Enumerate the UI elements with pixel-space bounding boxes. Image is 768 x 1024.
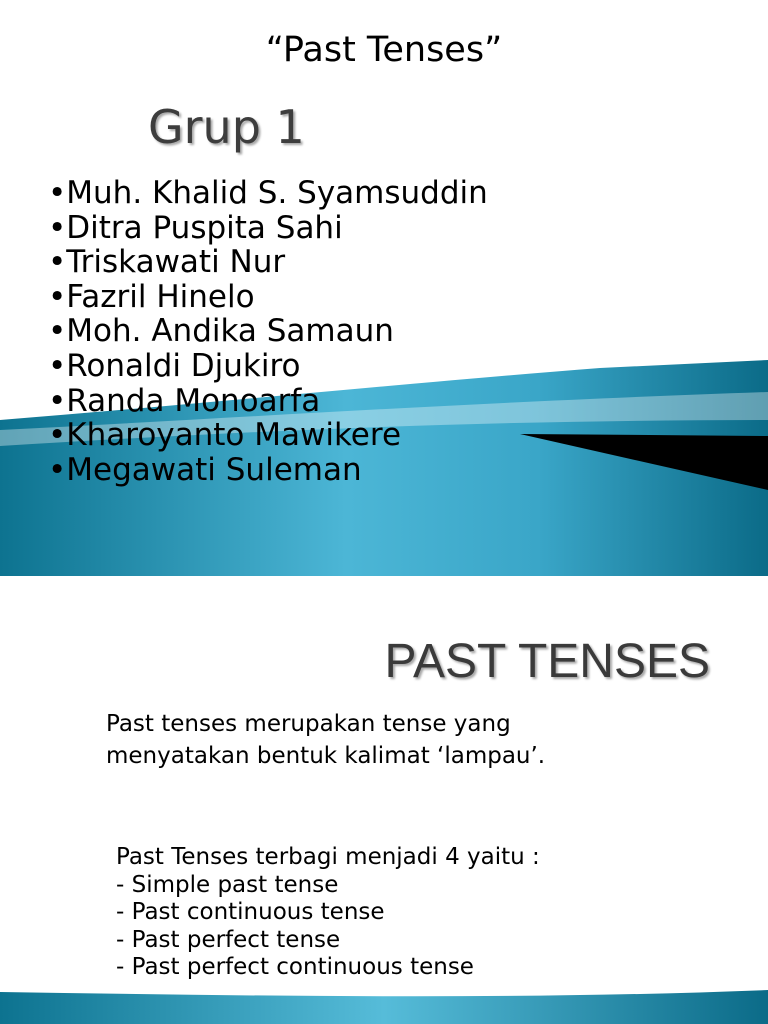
list-item: - Past perfect continuous tense xyxy=(116,954,474,980)
group-heading: Grup 1 xyxy=(148,100,305,154)
member-list xyxy=(48,176,488,487)
list-intro: Past Tenses terbagi menjadi 4 yaitu : xyxy=(116,844,540,870)
list-item: - Past perfect tense xyxy=(116,926,341,953)
list-item: •Fazril Hinelo xyxy=(48,278,255,315)
list-item: •Megawati Suleman xyxy=(48,451,362,488)
list-item: •Ronaldi Djukiro xyxy=(48,347,301,384)
list-item: •Moh. Andika Samaun xyxy=(48,313,394,350)
list-item: •Kharoyanto Mawikere xyxy=(48,417,402,454)
page-title: PAST TENSES xyxy=(384,635,710,688)
tense-list xyxy=(116,844,540,982)
slide-title: “Past Tenses” xyxy=(265,30,503,70)
description-text: Past tenses merupakan tense yang menyatakan bentuk kalimat ‘lampau’. xyxy=(106,711,546,769)
list-item: •Randa Monoarfa xyxy=(48,382,321,419)
list-item: •Ditra Puspita Sahi xyxy=(48,209,343,246)
list-item: - Simple past tense xyxy=(116,871,339,898)
list-item: •Muh. Khalid S. Syamsuddin xyxy=(48,175,488,211)
list-item: - Past continuous tense xyxy=(116,899,385,925)
slide-2 xyxy=(0,576,768,1024)
list-item: •Triskawati Nur xyxy=(48,244,286,281)
